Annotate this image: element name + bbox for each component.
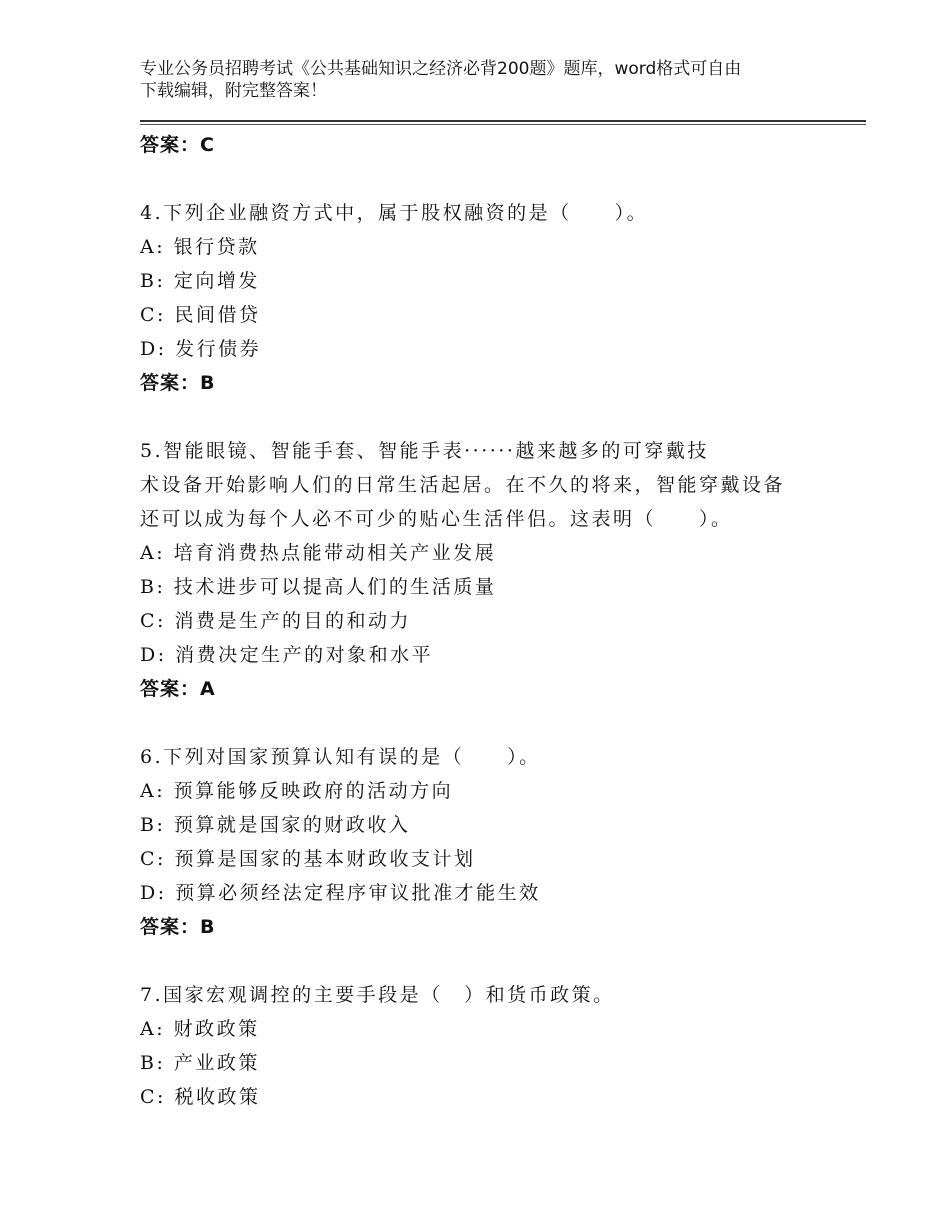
- answer-label: 答案：B: [140, 372, 216, 394]
- question-list: [140, 128, 840, 1114]
- option-b: B: 技术进步可以提高人们的生活质量: [140, 576, 497, 598]
- header-line-2: 下载编辑，附完整答案！: [140, 81, 327, 101]
- option-a: A: 培育消费热点能带动相关产业发展: [140, 542, 497, 564]
- option-a: A: 银行贷款: [140, 236, 260, 258]
- question-5: [140, 434, 840, 706]
- option-d: D: 预算必须经法定程序审议批准才能生效: [140, 882, 541, 904]
- option-b: B: 预算就是国家的财政收入: [140, 814, 411, 836]
- question-6: [140, 740, 840, 944]
- document-header: [140, 58, 820, 102]
- question-stem: 7.国家宏观调控的主要手段是（ ）和货币政策。: [140, 984, 615, 1006]
- option-b: B: 产业政策: [140, 1052, 260, 1074]
- answer-label: 答案：A: [140, 678, 216, 700]
- header-line-1: 专业公务员招聘考试《公共基础知识之经济必背200题》题库，word格式可自由: [140, 59, 742, 79]
- option-a: A: 预算能够反映政府的活动方向: [140, 780, 454, 802]
- option-b: B: 定向增发: [140, 270, 260, 292]
- question-stem-line-1: 5.智能眼镜、智能手套、智能手表······越来越多的可穿戴技: [140, 440, 709, 462]
- option-a: A: 财政政策: [140, 1018, 260, 1040]
- answer-label: 答案：C: [140, 134, 215, 156]
- question-7: [140, 978, 840, 1114]
- option-c: C: 消费是生产的目的和动力: [140, 610, 411, 632]
- question-stem-line-2: 术设备开始影响人们的日常生活起居。在不久的将来，智能穿戴设备: [140, 474, 786, 496]
- option-c: C: 民间借贷: [140, 304, 261, 326]
- option-c: C: 预算是国家的基本财政收支计划: [140, 848, 476, 870]
- answer-label: 答案：B: [140, 916, 216, 938]
- header-divider-thick: [140, 120, 866, 122]
- option-d: D: 消费决定生产的对象和水平: [140, 644, 434, 666]
- question-stem-line-3: 还可以成为每个人必不可少的贴心生活伴侣。这表明（ ）。: [140, 508, 733, 530]
- question-4: [140, 196, 840, 400]
- option-d: D: 发行债券: [140, 338, 262, 360]
- question-stem: 4.下列企业融资方式中，属于股权融资的是（ ）。: [140, 202, 649, 224]
- option-c: C: 税收政策: [140, 1086, 261, 1108]
- header-divider-thin: [140, 124, 866, 125]
- question-stem: 6.下列对国家预算认知有误的是（ ）。: [140, 746, 541, 768]
